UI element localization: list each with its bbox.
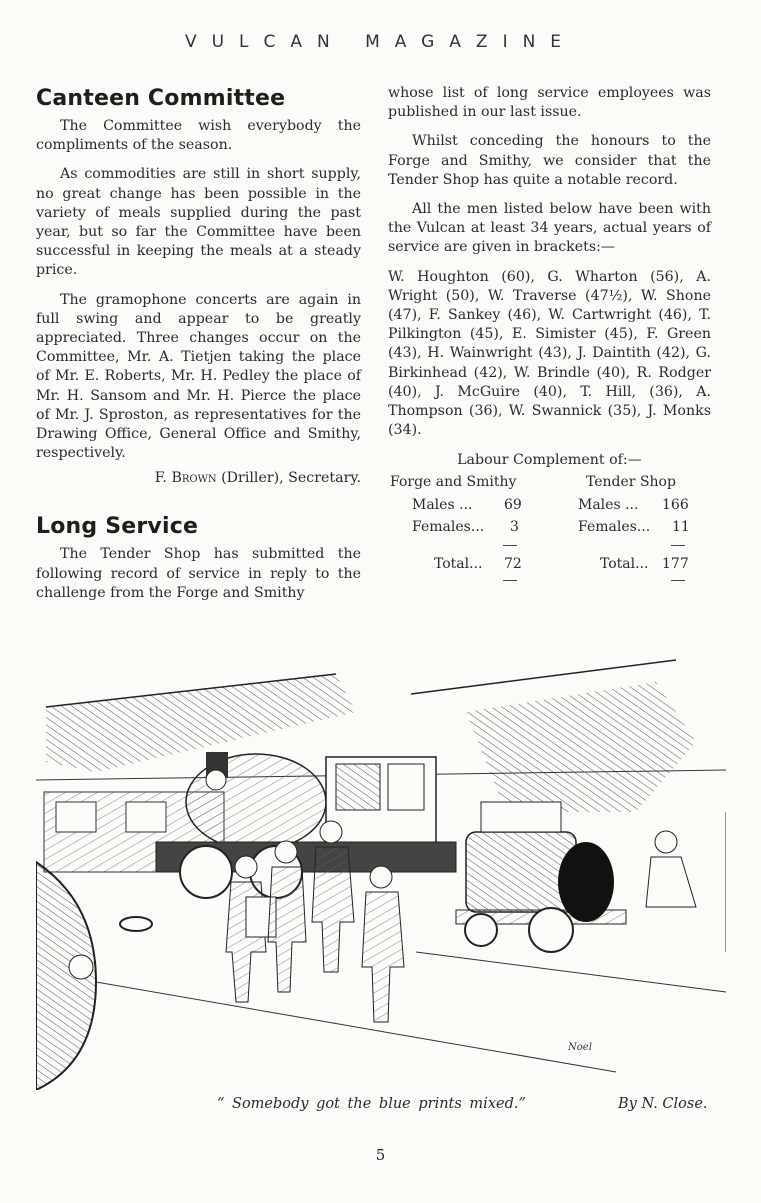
tender-header: Tender Shop [586,474,676,491]
right-column [388,84,711,594]
sum-rule [671,580,685,581]
tender-total-value: 177 [662,556,689,573]
left-column [36,86,361,613]
sum-rule [503,580,517,581]
tender-males-value: 166 [662,497,689,514]
canteen-paragraph: As commodities are still in short supply, no great change has been possible in the variety of meals supplied during the past year, but so far the Committee have been successful in keeping the meals at a steady price. [36,166,361,279]
forge-females-value: 3 [510,519,519,536]
forge-females-label: Females... [412,519,485,536]
long-service-heading: Long Service [36,514,199,540]
illustration-credit: By N. Close. [618,1096,708,1112]
page-number: 5 [375,1146,386,1164]
forge-males-label: Males ... [412,497,473,514]
canteen-committee-heading: Canteen Committee [36,86,286,111]
artist-signature: Noel [568,1042,592,1053]
tender-males-label: Males ... [578,497,639,514]
cartoon-illustration [36,652,726,1090]
long-service-paragraph: The Tender Shop has submitted the following record of service in reply to the challenge from the Forge and Smithy [36,546,361,601]
sum-rule [671,545,685,546]
signature-role: (Driller), Secretary. [221,470,361,487]
vertical-boiler-trolley [456,802,626,952]
canteen-paragraph: The gramophone concerts are again in full swing and appear to be greatly appreciated. Three changes occur on the Committee, Mr. A. Tietjen taking the place of Mr. E. Roberts, Mr. H. Pedley the place of Mr. H. Sansom and Mr. H. Pierce the place of Mr. J. Sproston, as representatives for the Drawing Office, General Office and Smithy, respectively. [36,291,361,462]
service-names-list: W. Houghton (60), G. Wharton (56), A. Wright (50), W. Traverse (47½), W. Shone (47), F. Sankey (46), W. Cartwright (46), T. Pilkington (45), E. Simister (45), F. Green (43), H. Wainwright (43), J. Daintith (42), G. Birkinhead (42), W. Brindle (40), R. Rodger (40), J. McGuire (40), T. Hill, (36), A. Thompson (36), W. Swannick (35), J. Monks (34). [388,268,711,439]
canteen-signature [36,469,361,488]
forge-total-label: Total... [434,556,483,573]
signature-name: Brown [171,470,217,487]
magazine-masthead: VULCAN MAGAZINE [184,32,577,52]
steam-locomotive [156,752,456,898]
canteen-paragraph: The Committee wish everybody the compliments of the season. [36,118,361,154]
labour-complement-title: Labour Complement of:— [457,452,642,469]
forge-header: Forge and Smithy [390,474,517,491]
forge-total-value: 72 [504,556,522,573]
tender-total-label: Total... [600,556,649,573]
signature-initial: F. [154,470,167,487]
long-service-paragraph: All the men listed below have been with the Vulcan at least 34 years, actual years of service are given in brackets:— [388,201,711,256]
tender-females-label: Females... [578,519,651,536]
long-service-paragraph: Whilst conceding the honours to the Forge and Smithy, we consider that the Tender Shop has quite a notable record. [388,133,711,188]
illustration-caption: “ Somebody got the blue prints mixed.” [217,1096,526,1112]
tender-females-value: 11 [672,519,690,536]
sum-rule [503,545,517,546]
foreground-boiler [36,862,152,1090]
long-service-continued: whose list of long service employees was published in our last issue. [388,85,711,121]
labour-complement-table [388,474,711,594]
forge-males-value: 69 [504,497,522,514]
